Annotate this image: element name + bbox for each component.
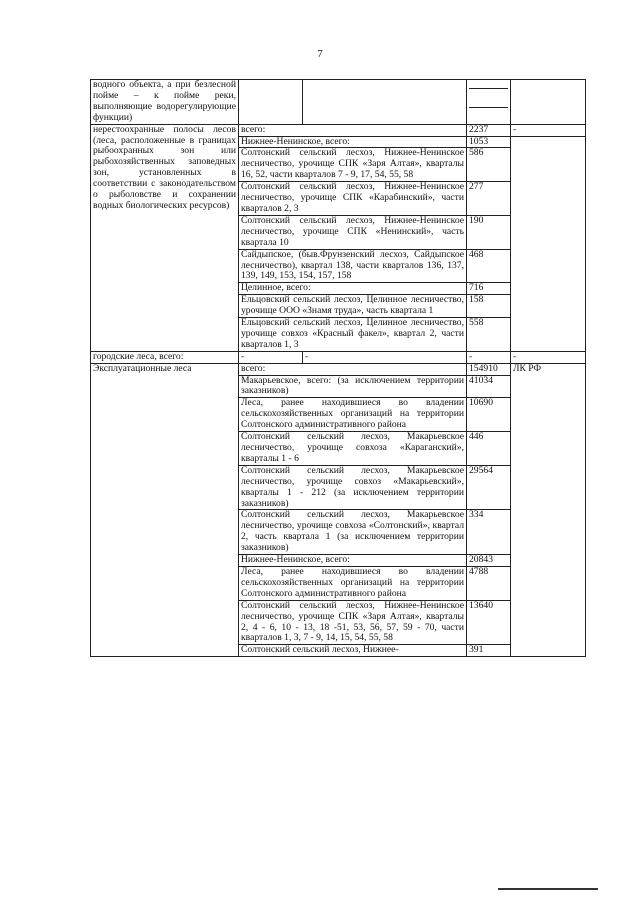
location-cell: Ельцовский сельский лесхоз, Целинное лесничество, урочище ООО «Знамя труда», часть квартала 1: [239, 295, 467, 318]
area-cell: 558: [467, 318, 511, 352]
area-cell: 334: [467, 510, 511, 555]
area-cell: [467, 80, 511, 125]
category-cell: нерестоохранные полосы лесов (леса, расположенные в границах рыбоохранных зон или рыбохозяйственных заповедных зон, установленных в соответствии с законодательством о рыболовстве и сохранении водных биологических ресурсов): [91, 124, 239, 351]
area-cell: 158: [467, 295, 511, 318]
location-cell: Леса, ранее находившиеся во владении сельскохозяйственных организаций на территории Солтонского административного района: [239, 566, 467, 600]
location-cell: всего:: [239, 363, 467, 375]
category-cell: Эксплуатационные леса: [91, 363, 239, 657]
page-number: 7: [317, 48, 323, 60]
area-cell: 468: [467, 249, 511, 283]
location-cell: Солтонский сельский лесхоз, Нижнее-: [239, 645, 467, 657]
area-cell: 13640: [467, 600, 511, 645]
area-cell: 4788: [467, 566, 511, 600]
location-cell: Ельцовский сельский лесхоз, Целинное лесничество, урочище совхоз «Красный факел», квартал 2, части кварталов 1, 3: [239, 318, 467, 352]
location-cell: Солтонский сельский лесхоз, Макарьевское лесничество, урочище совхоза «Солтонский», квартал 2, часть квартала 1 (за исключением территории заказников): [239, 510, 467, 555]
dash-cell: -: [303, 351, 467, 363]
empty-cell: [511, 136, 586, 351]
area-cell: 41034: [467, 375, 511, 398]
location-cell: Солтонский сельский лесхоз, Макарьевское лесничество, урочище совхоз «Макарьевский», кварталы 1 - 212 (за исключением территории заказников): [239, 465, 467, 510]
area-cell: 446: [467, 432, 511, 466]
location-cell: Солтонский сельский лесхоз, Нижнее-Ненинское лесничество, урочище СПК «Заря Алтая», кварталы 16, 52, части кварталов 7 - 9, 17, 54, 55, 58: [239, 148, 467, 182]
location-cell: Солтонский сельский лесхоз, Нижнее-Ненинское лесничество, урочище СПК «Ненинский», часть квартала 10: [239, 215, 467, 249]
category-cell: городские леса, всего:: [91, 351, 239, 363]
empty-cell: [511, 80, 586, 125]
area-cell: 391: [467, 645, 511, 657]
table-row: [91, 363, 586, 375]
location-cell: Солтонский сельский лесхоз, Макарьевское лесничество, урочище совхоза «Караганский», кварталы 1 - 6: [239, 432, 467, 466]
dash-cell: -: [511, 351, 586, 363]
dash-cell: -: [467, 351, 511, 363]
location-cell: Леса, ранее находившиеся во владении сельскохозяйственных организаций на территории Солтонского административного района: [239, 398, 467, 432]
page-rule: [498, 888, 598, 890]
category-cell: водного объекта, а при безлесной пойме – к пойме реки, выполняющие водорегулирующие функции): [91, 80, 239, 125]
area-cell: 10690: [467, 398, 511, 432]
location-cell: Целинное, всего:: [239, 283, 467, 295]
location-cell: всего:: [239, 124, 467, 136]
area-cell: 154910: [467, 363, 511, 375]
area-cell: 29564: [467, 465, 511, 510]
table-row: [91, 124, 586, 136]
basis-cell: -: [511, 124, 586, 136]
area-cell: 190: [467, 215, 511, 249]
area-cell: 586: [467, 148, 511, 182]
dash-cell: -: [239, 351, 303, 363]
area-cell: 1053: [467, 136, 511, 148]
location-cell: Солтонский сельский лесхоз, Нижнее-Ненинское лесничество, урочище СПК «Заря Алтая», кварталы 2, 4 - 6, 10 - 13, 18 -51, 53, 56, 57, 59 - 70, части кварталов 1, 3, 7 - 9, 14, 15, 54, 55, 58: [239, 600, 467, 645]
area-cell: 716: [467, 283, 511, 295]
area-cell: 20843: [467, 555, 511, 567]
location-cell: Нижнее-Ненинское, всего:: [239, 555, 467, 567]
area-cell: 277: [467, 182, 511, 216]
location-cell: Макарьевское, всего: (за исключением территории заказников): [239, 375, 467, 398]
empty-cell: [303, 80, 467, 125]
forest-table: [90, 79, 586, 657]
basis-cell: ЛК РФ: [511, 363, 586, 657]
area-cell: 2237: [467, 124, 511, 136]
empty-cell: [239, 80, 303, 125]
table-row: [91, 80, 586, 125]
location-cell: Солтонский сельский лесхоз, Нижнее-Ненинское лесничество, урочище СПК «Карабинский», части кварталов 2, 3: [239, 182, 467, 216]
location-cell: Сайдыпское, (быв.Фрунзенский лесхоз, Сайдыпское лесничество), квартал 138, части кварталов 136, 137, 139, 149, 153, 154, 157, 158: [239, 249, 467, 283]
table-row: [91, 351, 586, 363]
location-cell: Нижнее-Ненинское, всего:: [239, 136, 467, 148]
